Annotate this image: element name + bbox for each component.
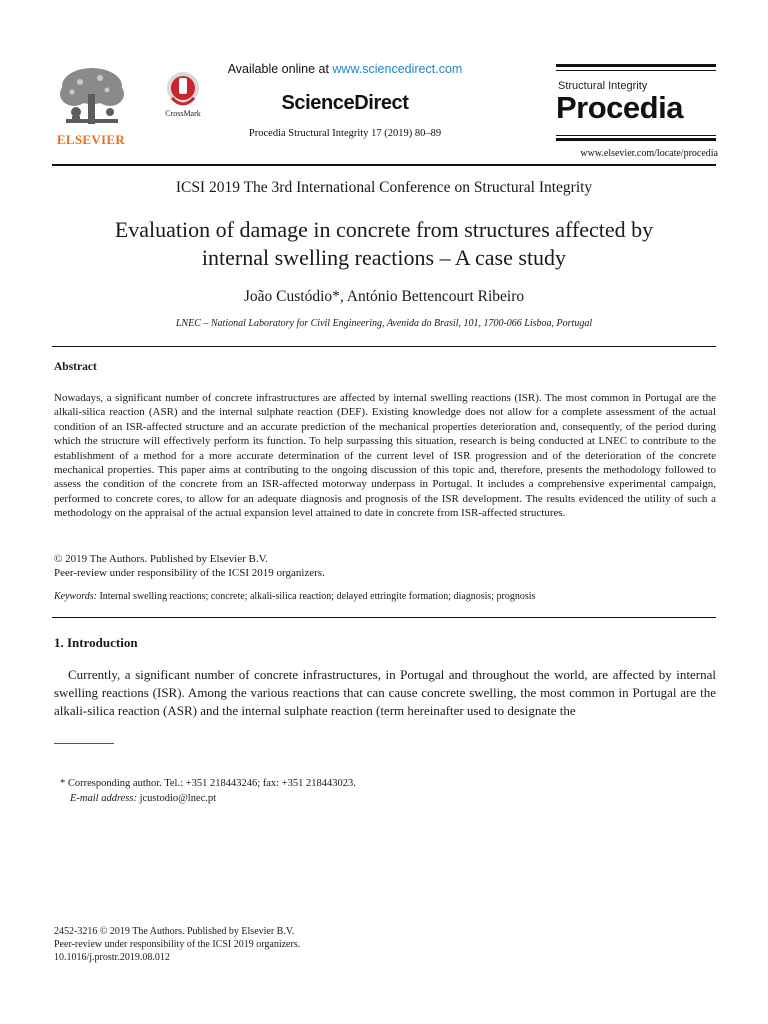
sciencedirect-link[interactable]: www.sciencedirect.com bbox=[332, 62, 463, 76]
keywords-line bbox=[54, 591, 535, 602]
footnote-rule bbox=[54, 743, 114, 744]
available-prefix: Available online at bbox=[227, 62, 333, 76]
procedia-top-rule bbox=[556, 64, 716, 67]
journal-citation: Procedia Structural Integrity 17 (2019) 80–89 bbox=[248, 128, 442, 139]
procedia-bottom-rule bbox=[556, 138, 716, 141]
abstract-body: Nowadays, a significant number of concrete infrastructures are affected by internal swelling reactions (ISR). The most common in Portugal are the alkali-silica reaction (ASR) and the internal sulphate reaction (DEF). Existing knowledge does not allow for a complete assessment of the actual condition of an ISR-affected structure and an accurate prediction of the mechanical properties deterioration and, consequently, of the period during which the structure will effectively perform its function. To help surpassing this situation, research is being conducted at LNEC to contribute to the establishment of a method for a more accurate determination of the current level of ISR progression and of the deterioration of the concrete mechanical properties. This paper aims at contributing to the ongoing discussion of this topic and, therefore, presents the methodology followed to assess the condition of the concrete from an ISR-affected motorway underpass in Portugal. It includes a comprehensive experimental campaign, performed to concrete cores, to allow for an adequate diagnosis and prognosis of the ISR development. The results evidenced the utility of such a methodology on the appraisal of the actual expansion level attained to date in concrete from ISR-affected structures. bbox=[54, 392, 716, 520]
introduction-paragraph: Currently, a significant number of concrete infrastructures, in Portugal and throughout the world, are affected by internal swelling reactions (ISR). Among the various reactions that can cause concrete swelling, the most common in Portugal are the alkali-silica reaction (ASR) and the internal sulphate reaction (term hereinafter used to designate the bbox=[54, 667, 716, 718]
procedia-top-rule-thin bbox=[556, 70, 716, 71]
email-address[interactable]: jcustodio@lnec.pt bbox=[136, 793, 217, 804]
footer-peer-review: Peer-review under responsibility of the ICSI 2019 organizers. bbox=[54, 939, 301, 950]
footer-doi[interactable]: 10.1016/j.prostr.2019.08.012 bbox=[54, 952, 170, 963]
procedia-title: Procedia bbox=[556, 90, 683, 125]
introduction-body bbox=[54, 666, 716, 720]
article-title bbox=[70, 216, 698, 272]
abstract-copyright: © 2019 The Authors. Published by Elsevier B.V. bbox=[54, 553, 268, 565]
abstract-heading: Abstract bbox=[54, 361, 97, 373]
keywords-label: Keywords: bbox=[54, 591, 97, 602]
email-label: E-mail address: bbox=[70, 793, 137, 804]
article-authors: João Custódio*, António Bettencourt Ribeiro bbox=[243, 288, 525, 305]
introduction-heading: 1. Introduction bbox=[54, 635, 138, 650]
conference-name: ICSI 2019 The 3rd International Conference on Structural Integrity bbox=[175, 179, 593, 196]
procedia-url-link[interactable]: www.elsevier.com/locate/procedia bbox=[580, 148, 718, 159]
author-affiliation: LNEC – National Laboratory for Civil Engineering, Avenida do Brasil, 101, 1700-066 Lisboa, Portugal bbox=[175, 318, 593, 329]
header-divider bbox=[52, 164, 716, 166]
abstract-top-rule bbox=[52, 346, 716, 347]
available-online-line bbox=[200, 62, 490, 76]
keywords-list: Internal swelling reactions; concrete; alkali-silica reaction; delayed ettringite formation; diagnosis; prognosis bbox=[96, 591, 536, 602]
procedia-subtitle: Structural Integrity bbox=[558, 80, 648, 92]
article-title-line-2: internal swelling reactions – A case study bbox=[201, 245, 567, 270]
elsevier-wordmark: ELSEVIER bbox=[56, 132, 126, 147]
corresponding-author-note: * Corresponding author. Tel.: +351 218443246; fax: +351 218443023. bbox=[60, 778, 356, 789]
procedia-bottom-rule-thin bbox=[556, 135, 716, 136]
email-note bbox=[70, 793, 216, 804]
footer-issn-copyright: 2452-3216 © 2019 The Authors. Published by Elsevier B.V. bbox=[54, 926, 295, 937]
article-title-line-1: Evaluation of damage in concrete from structures affected by bbox=[114, 217, 654, 242]
abstract-peer-review: Peer-review under responsibility of the ICSI 2019 organizers. bbox=[54, 567, 325, 579]
sciencedirect-brand: ScienceDirect bbox=[281, 92, 409, 114]
abstract-bottom-rule bbox=[52, 617, 716, 618]
crossmark-label: CrossMark bbox=[165, 109, 201, 118]
